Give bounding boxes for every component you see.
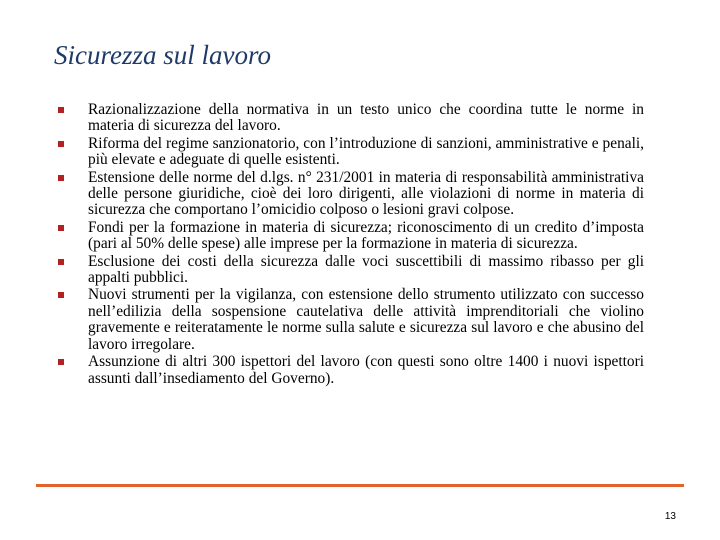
bullet-text: Riforma del regime sanzionatorio, con l’introduzione di sanzioni, amministrative e penali, più elevate e adeguate di quelle esistenti.: [88, 134, 644, 169]
bullet-item: [56, 102, 644, 135]
square-bullet-icon: [58, 107, 64, 113]
bullet-item: [56, 287, 644, 353]
square-bullet-icon: [58, 225, 64, 231]
bullet-text: Nuovi strumenti per la vigilanza, con estensione dello strumento utilizzato con successo nell’edilizia della sospensione cautelativa delle attività imprenditoriali che violino gravemente e reiteratamente le norme sulla salute e sicurezza sul lavoro e che abusino del lavoro irregolare.: [88, 286, 644, 353]
square-bullet-icon: [58, 141, 64, 147]
bullet-text: Estensione delle norme del d.lgs. n° 231/2001 in materia di responsabilità amministrativa delle persone giuridiche, cioè dei loro dirigenti, alle violazioni di norme in materia di sicurezza che comportano l’omicidio colposo o lesioni gravi colpose.: [88, 168, 644, 219]
bullet-item: [56, 254, 644, 287]
bullet-item: [56, 136, 644, 169]
square-bullet-icon: [58, 259, 64, 265]
square-bullet-icon: [58, 292, 64, 298]
bullet-text: Assunzione di altri 300 ispettori del lavoro (con questi sono oltre 1400 i nuovi ispettori assunti dall’insediamento del Governo).: [88, 353, 644, 387]
square-bullet-icon: [58, 175, 64, 181]
bullet-text: Razionalizzazione della normativa in un testo unico che coordina tutte le norme in materia di sicurezza del lavoro.: [88, 101, 644, 135]
bullet-item: [56, 354, 644, 387]
bullet-list: [56, 102, 644, 388]
footer-divider: [36, 484, 684, 487]
slide-title: Sicurezza sul lavoro: [54, 40, 271, 70]
bullet-text: Fondi per la formazione in materia di sicurezza; riconoscimento di un credito d’imposta (pari al 50% delle spese) alle imprese per la formazione in materia di sicurezza.: [88, 218, 644, 253]
bullet-item: [56, 170, 644, 219]
bullet-text: Esclusione dei costi della sicurezza dalle voci suscettibili di massimo ribasso per gli appalti pubblici.: [88, 252, 644, 287]
square-bullet-icon: [58, 359, 64, 365]
bullet-item: [56, 220, 644, 253]
page-number: 13: [664, 511, 676, 522]
